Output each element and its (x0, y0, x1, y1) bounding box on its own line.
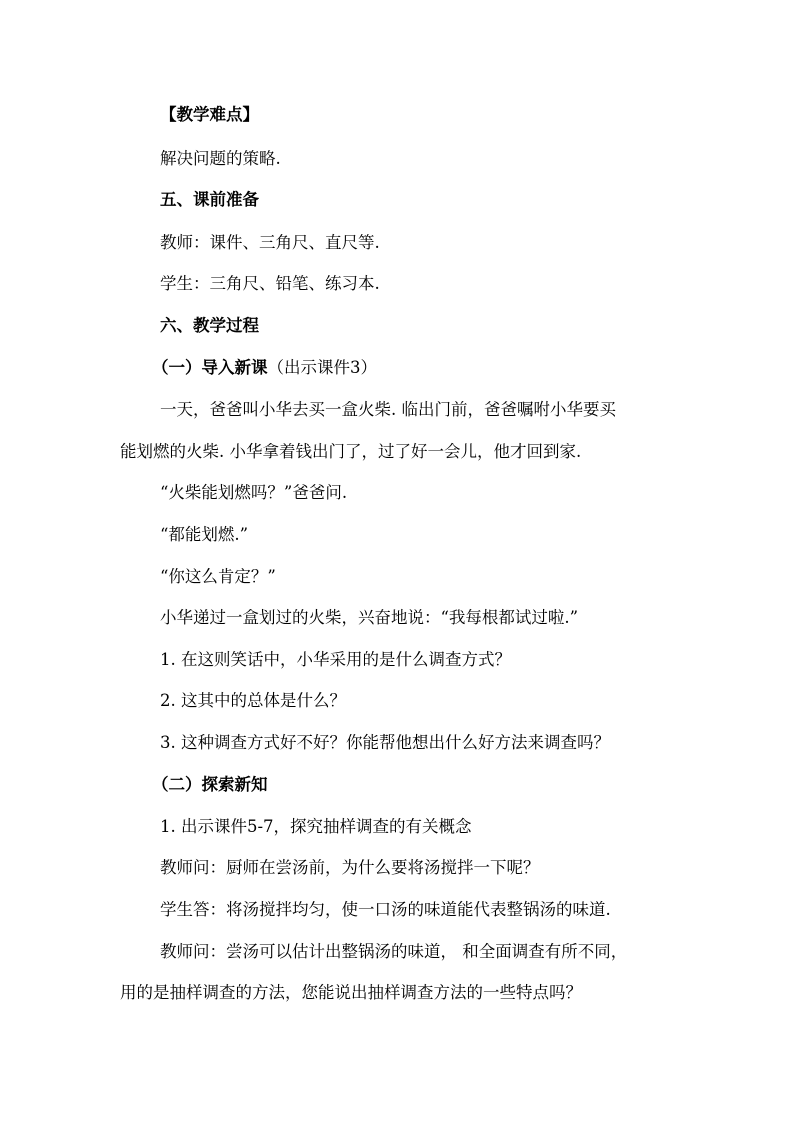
paragraph-student-answer-1: 学生答：将汤搅拌均匀，使一口汤的味道能代表整锅汤的味道. (160, 900, 611, 919)
paragraph-story-ending: 小华递过一盒划过的火柴，兴奋地说：“我每根都试过啦.” (160, 608, 579, 627)
subsection-heading-intro (152, 357, 377, 379)
paragraph-student-materials: 学生：三角尺、铅笔、练习本. (160, 274, 380, 293)
paragraph-explore-step-1: 1. 出示课件5-7，探究抽样调查的有关概念 (160, 817, 472, 836)
subsection-heading-explore: （二）探索新知 (152, 775, 268, 794)
dialogue-father-followup: “你这么肯定？” (160, 567, 276, 586)
question-2: 2. 这其中的总体是什么？ (160, 691, 346, 710)
subsection-heading-intro-title: （一）导入新课 (152, 358, 268, 377)
paragraph-teacher-materials: 教师：课件、三角尺、直尺等. (160, 233, 380, 252)
paragraph-difficulty-content: 解决问题的策略. (160, 149, 281, 168)
section-heading-preparation: 五、课前准备 (160, 190, 259, 209)
paragraph-teacher-question-2-line-1: 教师问：尝汤可以估计出整锅汤的味道， 和全面调查有所不同， (160, 942, 628, 961)
paragraph-story-line-2: 能划燃的火柴. 小华拿着钱出门了，过了好一会儿，他才回到家. (120, 442, 582, 461)
subsection-heading-intro-note: （出示课件3） (267, 358, 377, 377)
paragraph-story-line-1: 一天，爸爸叫小华去买一盒火柴. 临出门前，爸爸嘱咐小华要买 (160, 400, 616, 419)
paragraph-teacher-question-1: 教师问：厨师在尝汤前，为什么要将汤搅拌一下呢？ (160, 858, 540, 877)
paragraph-teacher-question-2-line-2: 用的是抽样调查的方法，您能说出抽样调查方法的一些特点吗？ (120, 983, 582, 1002)
question-3: 3. 这种调查方式好不好？你能帮他想出什么好方法来调查吗？ (160, 733, 610, 752)
question-1: 1. 在这则笑话中，小华采用的是什么调查方式？ (160, 650, 511, 669)
dialogue-xiaohua-answer: “都能划燃.” (160, 525, 249, 544)
section-heading-teaching-difficulty: 【教学难点】 (160, 105, 259, 124)
section-heading-teaching-process: 六、教学过程 (160, 316, 259, 335)
dialogue-father-question: “火柴能划燃吗？”爸爸问. (160, 483, 348, 502)
